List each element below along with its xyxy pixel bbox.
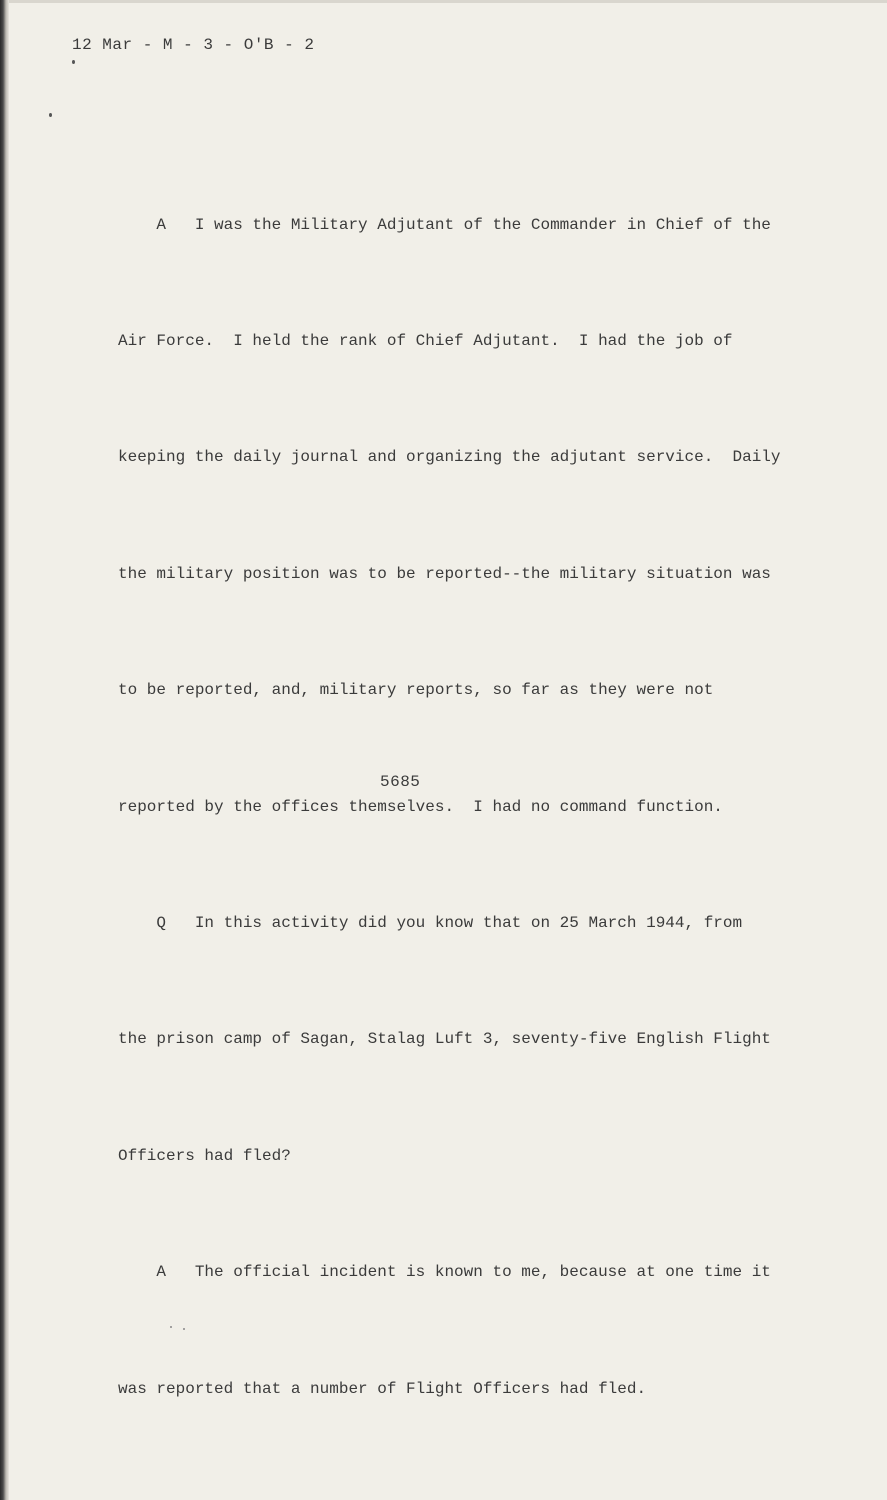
text-line: keeping the daily journal and organizing the adjutant service. Daily bbox=[118, 448, 781, 467]
page-header: 12 Mar - M - 3 - O'B - 2 bbox=[72, 36, 315, 54]
page-binding-edge bbox=[0, 0, 9, 1500]
page-top-edge bbox=[0, 0, 887, 3]
text-line: reported by the offices themselves. I had no command function. bbox=[118, 797, 723, 816]
testimony-text bbox=[118, 128, 808, 1486]
text-line: A I was the Military Adjutant of the Commander in Chief of the bbox=[118, 215, 771, 234]
text-line: A The official incident is known to me, because at one time it bbox=[118, 1263, 771, 1282]
page-number: 5685 bbox=[380, 773, 421, 791]
ink-speck bbox=[49, 113, 52, 117]
text-line: Officers had fled? bbox=[118, 1146, 291, 1165]
text-line: Q In this activity did you know that on 25 March 1944, from bbox=[118, 913, 743, 932]
text-line: was reported that a number of Flight Officers had fled. bbox=[118, 1379, 647, 1398]
text-line: to be reported, and, military reports, so far as they were not bbox=[118, 681, 714, 700]
ink-speck bbox=[72, 60, 75, 64]
text-line: Air Force. I held the rank of Chief Adjutant. I had the job of bbox=[118, 331, 733, 350]
text-line: the military position was to be reported--the military situation was bbox=[118, 564, 771, 583]
text-line: the prison camp of Sagan, Stalag Luft 3, seventy-five English Flight bbox=[118, 1030, 771, 1049]
